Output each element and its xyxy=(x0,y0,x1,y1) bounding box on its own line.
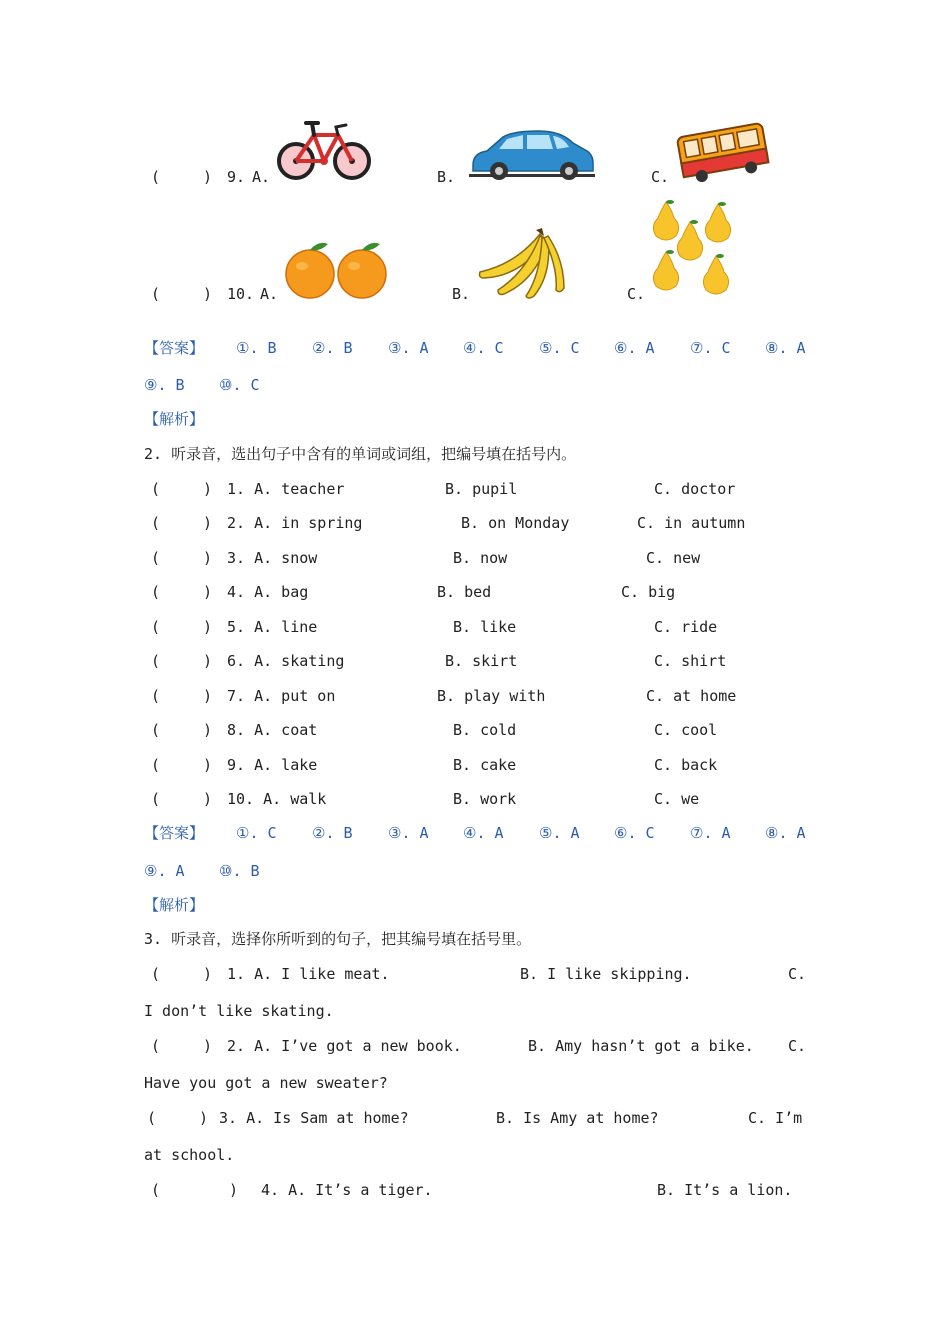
option-b-label: B. xyxy=(452,285,471,303)
option-a: 4. A. It’s a tiger. xyxy=(261,1181,433,1199)
option-c-continued: Have you got a new sweater? xyxy=(144,1074,388,1092)
answer-item: ②. B xyxy=(312,339,353,357)
option-c: C. big xyxy=(621,583,676,601)
answer-item: ①. C xyxy=(236,824,277,842)
paren-open: ( xyxy=(151,1037,161,1055)
paren-close: ) xyxy=(203,1037,213,1055)
car-icon xyxy=(469,127,595,183)
paren-open: ( xyxy=(151,965,161,983)
section-3-title: 3. 听录音，选择你所听到的句子，把其编号填在括号里。 xyxy=(144,930,532,948)
option-c: C. at home xyxy=(646,687,737,705)
paren-close: ) xyxy=(199,1109,209,1127)
option-a: 4. A. bag xyxy=(227,583,309,601)
question-number: 9. xyxy=(227,168,246,186)
answer-item: ⑧. A xyxy=(765,824,806,842)
paren-close: ) xyxy=(203,480,213,498)
paren-open: ( xyxy=(151,514,161,532)
paren-close: ) xyxy=(203,652,213,670)
paren-close: ) xyxy=(203,285,213,303)
option-a: 5. A. line xyxy=(227,618,318,636)
option-a: 1. A. I like meat. xyxy=(227,965,390,983)
option-b: B. pupil xyxy=(445,480,518,498)
option-b: B. cold xyxy=(453,721,517,739)
paren-open: ( xyxy=(151,721,161,739)
option-b: B. on Monday xyxy=(461,514,570,532)
paren-close: ) xyxy=(203,790,213,808)
option-c: C. in autumn xyxy=(637,514,746,532)
option-a: 2. A. I’ve got a new book. xyxy=(227,1037,462,1055)
option-a: 8. A. coat xyxy=(227,721,318,739)
option-c: C. back xyxy=(654,756,718,774)
option-b: B. bed xyxy=(437,583,492,601)
paren-close: ) xyxy=(203,618,213,636)
option-c: C. shirt xyxy=(654,652,727,670)
answer-item: ③. A xyxy=(388,339,429,357)
option-c-label: C. xyxy=(627,285,646,303)
answer-item: ⑥. A xyxy=(614,339,655,357)
explanation-label: 【解析】 xyxy=(144,896,205,914)
question-number: 10. xyxy=(227,285,255,303)
answer-item: ⑤. C xyxy=(539,339,580,357)
option-c: C. we xyxy=(654,790,700,808)
paren-open: ( xyxy=(151,652,161,670)
paren-open: ( xyxy=(151,583,161,601)
paren-open: ( xyxy=(151,549,161,567)
paren-close: ) xyxy=(203,965,213,983)
option-b: B. Is Amy at home? xyxy=(496,1109,659,1127)
option-a-label: A. xyxy=(252,168,271,186)
option-a: 7. A. put on xyxy=(227,687,336,705)
option-b: B. I like skipping. xyxy=(520,965,692,983)
answer-item: ⑨. A xyxy=(144,862,185,880)
option-c: C. xyxy=(788,965,807,983)
option-a-label: A. xyxy=(260,285,279,303)
paren-open: ( xyxy=(151,168,161,186)
bus-icon xyxy=(676,120,770,184)
option-b: B. skirt xyxy=(445,652,518,670)
option-b: B. now xyxy=(453,549,508,567)
answer-item: ⑦. C xyxy=(690,339,731,357)
option-c-continued: I don’t like skating. xyxy=(144,1002,334,1020)
paren-open: ( xyxy=(147,1109,157,1127)
option-a: 3. A. snow xyxy=(227,549,318,567)
paren-close: ) xyxy=(203,514,213,532)
option-a: 1. A. teacher xyxy=(227,480,345,498)
answer-item: ⑨. B xyxy=(144,376,185,394)
answer-item: ⑥. C xyxy=(614,824,655,842)
bicycle-icon xyxy=(276,113,372,183)
paren-open: ( xyxy=(151,285,161,303)
paren-open: ( xyxy=(151,756,161,774)
explanation-label: 【解析】 xyxy=(144,410,205,428)
option-a: 2. A. in spring xyxy=(227,514,363,532)
paren-close: ) xyxy=(229,1181,239,1199)
option-c: C. ride xyxy=(654,618,718,636)
paren-close: ) xyxy=(203,756,213,774)
option-b-label: B. xyxy=(437,168,456,186)
option-c-label: C. xyxy=(651,168,670,186)
answer-item: ⑩. C xyxy=(219,376,260,394)
paren-open: ( xyxy=(151,1181,161,1199)
option-b: B. cake xyxy=(453,756,517,774)
paren-close: ) xyxy=(203,168,213,186)
option-c-continued: at school. xyxy=(144,1146,235,1164)
paren-close: ) xyxy=(203,687,213,705)
answer-item: ③. A xyxy=(388,824,429,842)
option-b: B. play with xyxy=(437,687,546,705)
bananas-icon xyxy=(476,224,566,300)
paren-open: ( xyxy=(151,790,161,808)
option-b: B. work xyxy=(453,790,517,808)
option-c: C. doctor xyxy=(654,480,736,498)
option-a: 10. A. walk xyxy=(227,790,327,808)
option-a: 6. A. skating xyxy=(227,652,345,670)
option-a: 9. A. lake xyxy=(227,756,318,774)
pears-icon xyxy=(650,198,738,300)
option-c: C. I’m xyxy=(748,1109,803,1127)
oranges-icon xyxy=(284,238,388,300)
paren-open: ( xyxy=(151,618,161,636)
paren-open: ( xyxy=(151,687,161,705)
paren-open: ( xyxy=(151,480,161,498)
answer-item: ②. B xyxy=(312,824,353,842)
answer-item: ④. C xyxy=(463,339,504,357)
answer-item: ④. A xyxy=(463,824,504,842)
answer-item: ⑦. A xyxy=(690,824,731,842)
paren-close: ) xyxy=(203,721,213,739)
option-b: B. Amy hasn’t got a bike. xyxy=(528,1037,754,1055)
option-c: C. cool xyxy=(654,721,718,739)
answer-item: ⑧. A xyxy=(765,339,806,357)
paren-close: ) xyxy=(203,583,213,601)
section-2-title: 2. 听录音，选出句子中含有的单词或词组，把编号填在括号内。 xyxy=(144,445,577,463)
option-c: C. new xyxy=(646,549,701,567)
answer-label: 【答案】 xyxy=(144,824,205,842)
option-b: B. like xyxy=(453,618,517,636)
answer-item: ①. B xyxy=(236,339,277,357)
answer-item: ⑩. B xyxy=(219,862,260,880)
answer-label: 【答案】 xyxy=(144,339,205,357)
option-c: C. xyxy=(788,1037,807,1055)
answer-item: ⑤. A xyxy=(539,824,580,842)
option-a: 3. A. Is Sam at home? xyxy=(219,1109,409,1127)
paren-close: ) xyxy=(203,549,213,567)
option-b: B. It’s a lion. xyxy=(657,1181,793,1199)
